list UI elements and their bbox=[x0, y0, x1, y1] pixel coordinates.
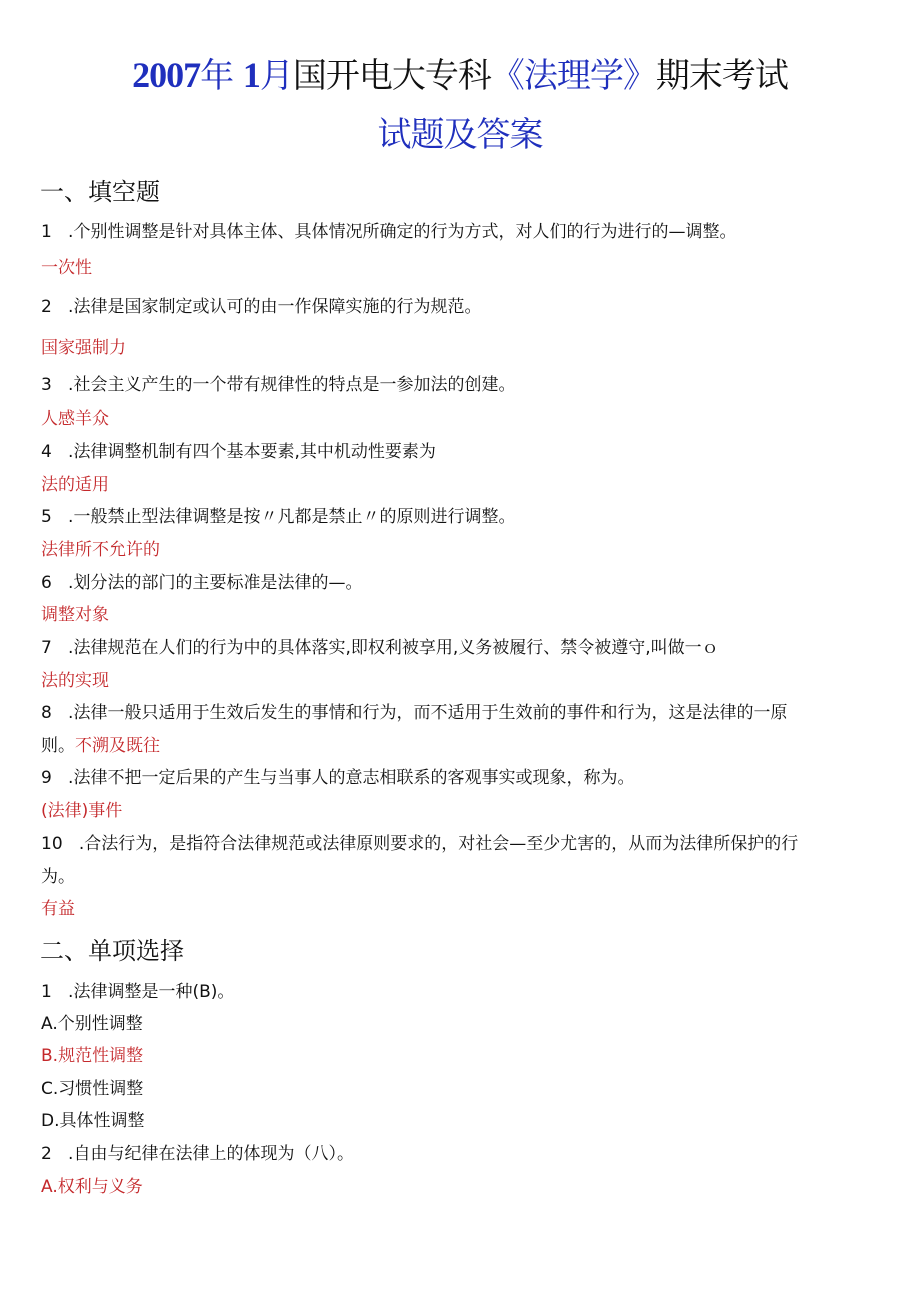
choice-1-option-c: C.习惯性调整 bbox=[41, 1079, 144, 1099]
choice-1-option-a: A.个别性调整 bbox=[41, 1014, 143, 1034]
title-month: 1 bbox=[242, 55, 260, 95]
choice-question-2: 2 .自由与纪律在法律上的体现为（八）。 bbox=[41, 1144, 354, 1164]
answer-5: 法律所不允许的 bbox=[41, 540, 160, 560]
title-year: 2007 bbox=[132, 55, 201, 95]
title-tail: 期末考试 bbox=[655, 56, 788, 96]
answer-8: 不溯及既往 bbox=[75, 736, 160, 756]
question-8-continued: 则。不溯及既往 bbox=[41, 736, 160, 756]
question-4: 4 .法律调整机制有四个基本要素,其中机动性要素为 bbox=[41, 442, 436, 462]
choice-1-option-b-answer: B.规范性调整 bbox=[41, 1046, 144, 1066]
question-10-continued: 为。 bbox=[41, 867, 75, 887]
question-6: 6 .划分法的部门的主要标准是法律的—。 bbox=[41, 573, 363, 593]
section-heading-single-choice: 二、单项选择 bbox=[40, 937, 184, 965]
answer-4: 法的适用 bbox=[41, 475, 109, 495]
answer-7: 法的实现 bbox=[41, 671, 109, 691]
choice-question-1: 1 .法律调整是一种(B)。 bbox=[41, 982, 235, 1002]
question-1: 1 .个别性调整是针对具体主体、具体情况所确定的行为方式，对人们的行为进行的—调整。 bbox=[41, 222, 737, 242]
answer-1: 一次性 bbox=[41, 258, 92, 278]
question-7: 7 .法律规范在人们的行为中的具体落实,即权利被享用,义务被履行、禁令被遵守,叫做一ｏ bbox=[41, 638, 719, 658]
question-5: 5 .一般禁止型法律调整是按〃凡都是禁止〃的原则进行调整。 bbox=[41, 507, 516, 527]
question-3: 3 .社会主义产生的一个带有规律性的特点是一参加法的创建。 bbox=[41, 375, 516, 395]
question-10: 10 .合法行为，是指符合法律规范或法律原则要求的，对社会—至少尤害的，从而为法律所保护的行 bbox=[41, 834, 799, 854]
section-heading-fill-blank: 一、填空题 bbox=[40, 178, 160, 206]
answer-2: 国家强制力 bbox=[41, 338, 126, 358]
answer-9: (法律)事件 bbox=[41, 801, 123, 821]
question-8: 8 .法律一般只适用于生效后发生的事情和行为，而不适用于生效前的事件和行为，这是法律的一原 bbox=[41, 703, 788, 723]
answer-10: 有益 bbox=[41, 899, 75, 919]
document-subtitle: 试题及答案 bbox=[377, 115, 543, 155]
choice-2-option-a-answer: A.权利与义务 bbox=[41, 1177, 143, 1197]
title-rest: 国开电大专科 bbox=[292, 56, 491, 96]
title-yue: 月 bbox=[259, 56, 293, 96]
title-book: 《法理学》 bbox=[490, 56, 656, 96]
choice-1-option-d: D.具体性调整 bbox=[41, 1111, 145, 1131]
answer-6: 调整对象 bbox=[41, 605, 109, 625]
question-2: 2 .法律是国家制定或认可的由一作保障实施的行为规范。 bbox=[41, 297, 482, 317]
title-nian: 年 bbox=[200, 56, 234, 96]
answer-3: 人感羊众 bbox=[41, 409, 109, 429]
question-9: 9 .法律不把一定后果的产生与当事人的意志相联系的客观事实或现象，称为。 bbox=[41, 768, 635, 788]
document-title bbox=[0, 52, 920, 99]
